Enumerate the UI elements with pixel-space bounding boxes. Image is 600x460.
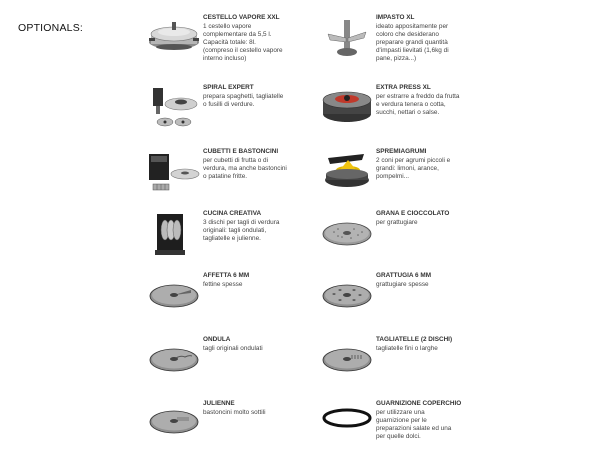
item-description: ideato appositamente per coloro che desiderano preparare grandi quantità d'impasti lievitati (1,6kg di pane, pizza...) xyxy=(376,23,449,62)
item-title: SPREMIAGRUMI xyxy=(376,148,427,155)
item-title: CESTELLO VAPORE XXL xyxy=(203,14,280,21)
slicing-disc-icon xyxy=(145,272,203,322)
item-title: GRANA E CIOCCOLATO xyxy=(376,210,450,217)
item-description: per cubetti di frutta o di verdura, ma anche bastoncini o patatine fritte. xyxy=(203,157,287,180)
page-heading: OPTIONALS: xyxy=(18,22,84,34)
item-title: CUBETTI E BASTONCINI xyxy=(203,148,279,155)
item-description: prepara spaghetti, tagliatelle o fusilli di verdure. xyxy=(203,93,284,108)
item-title: CUCINA CREATIVA xyxy=(203,210,262,217)
dough-blade-icon xyxy=(318,14,376,64)
item-title: IMPASTO XL xyxy=(376,14,415,21)
dicer-icon xyxy=(145,148,203,198)
juice-press-icon xyxy=(318,84,376,134)
item-grana-cioccolato xyxy=(318,210,598,270)
item-title: EXTRA PRESS XL xyxy=(376,84,431,91)
item-description: fettine spesse xyxy=(203,281,243,288)
disc-box-icon xyxy=(145,210,203,260)
item-title: GRATTUGIA 6 MM xyxy=(376,272,432,279)
item-title: TAGLIATELLE (2 DISCHI) xyxy=(376,336,453,343)
steamer-basket-icon xyxy=(145,14,203,64)
item-description: tagliatelle fini o larghe xyxy=(376,345,438,352)
item-tagliatelle xyxy=(318,336,598,396)
item-description: 1 cestello vapore complementare da 5,5 l. Capacità totale: 8l. (compreso il cestello vapore interno incluso) xyxy=(203,23,283,62)
item-description: bastoncini molto sottili xyxy=(203,409,266,416)
spiralizer-icon xyxy=(145,84,203,134)
item-description: 2 coni per agrumi piccoli e grandi: limoni, arance, pompelmi... xyxy=(376,157,451,180)
item-description: per grattugiare xyxy=(376,219,418,226)
coarse-grater-disc-icon xyxy=(318,272,376,322)
item-extra-press-xl xyxy=(318,84,598,144)
julienne-disc-icon xyxy=(145,400,203,450)
item-description: 3 dischi per tagli di verdura originali: tagli ondulati, tagliatelle e julienne. xyxy=(203,219,280,242)
item-description: grattugiare spesse xyxy=(376,281,429,288)
tagliatelle-disc-icon xyxy=(318,336,376,386)
item-description: tagli originali ondulati xyxy=(203,345,263,352)
item-title: ONDULA xyxy=(203,336,231,343)
item-impasto-xl xyxy=(318,14,598,74)
lid-gasket-icon xyxy=(318,400,376,450)
item-description: per utilizzare una guarnizione per le preparazioni salate ed una per quelle dolci. xyxy=(376,409,452,440)
item-grattugia-6mm xyxy=(318,272,598,332)
wavy-disc-icon xyxy=(145,336,203,386)
item-guarnizione-coperchio xyxy=(318,400,598,460)
item-title: GUARNIZIONE COPERCHIO xyxy=(376,400,462,407)
grating-disc-icon xyxy=(318,210,376,260)
item-description: per estrarre a freddo da frutta e verdura tenera o cotta, succhi, nettari o salse. xyxy=(376,93,460,116)
item-title: SPIRAL EXPERT xyxy=(203,84,254,91)
item-spremiagrumi xyxy=(318,148,598,208)
item-title: AFFETTA 6 MM xyxy=(203,272,250,279)
item-title: JULIENNE xyxy=(203,400,235,407)
citrus-press-icon xyxy=(318,148,376,198)
